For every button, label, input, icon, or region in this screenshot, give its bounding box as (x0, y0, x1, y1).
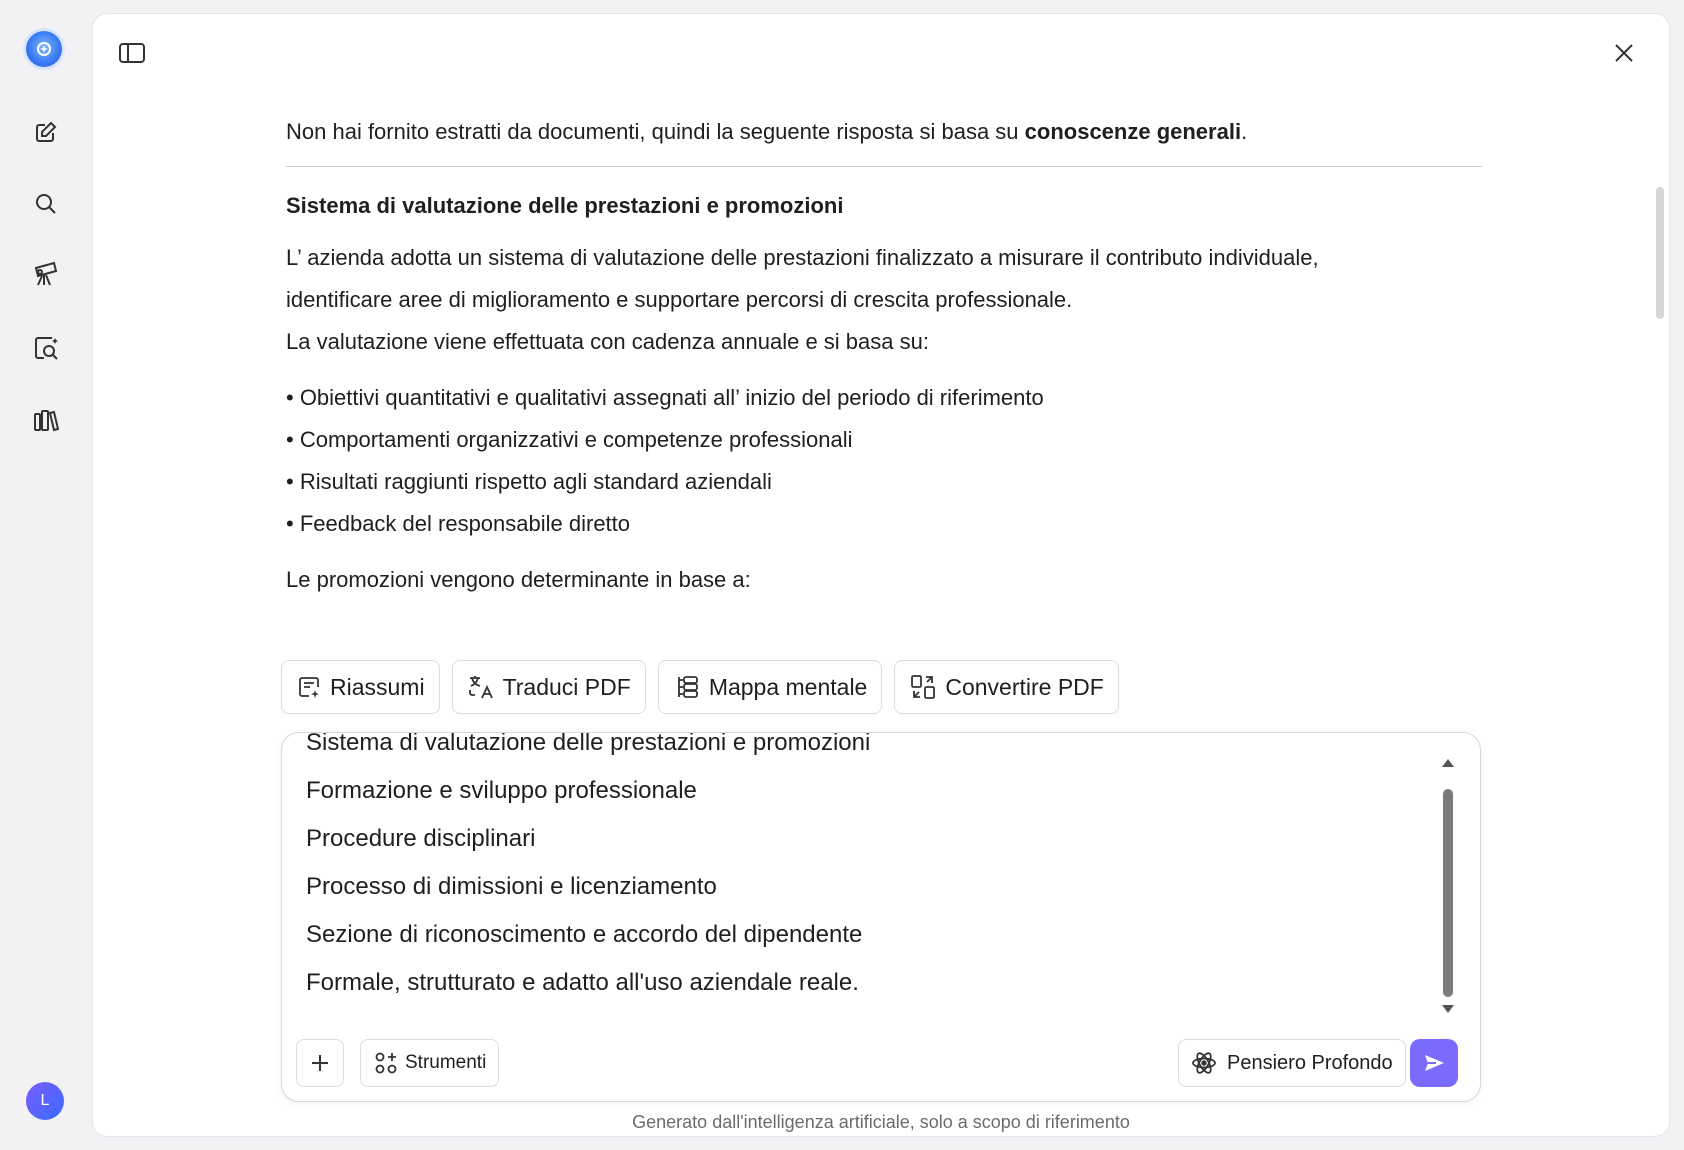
translate-icon (467, 673, 495, 701)
mind-map-button[interactable] (658, 660, 883, 714)
new-chat-icon[interactable] (30, 116, 62, 148)
response-paragraph (286, 237, 1482, 363)
composer-line: Formale, strutturato e adatto all'uso aziendale reale. (306, 969, 859, 996)
composer-line: Processo di dimissioni e licenziamento (306, 873, 717, 900)
convert-pdf-button[interactable] (894, 660, 1118, 714)
intro-bold: conoscenze generali (1024, 119, 1242, 144)
convert-icon (909, 673, 937, 701)
composer-line: Sezione di riconoscimento e accordo del dipendente (306, 921, 863, 948)
after-bullets-text: Le promozioni vengono determinante in base a: (286, 567, 751, 592)
tools-icon (373, 1050, 399, 1076)
library-icon[interactable] (30, 404, 62, 436)
list-item: • Feedback del responsabile diretto (286, 511, 631, 536)
left-rail (0, 0, 92, 1150)
paragraph-line: identificare aree di miglioramento e supportare percorsi di crescita professionale. (286, 287, 1073, 312)
convert-pdf-label: Convertire PDF (945, 673, 1104, 700)
composer-scrollbar-thumb[interactable] (1443, 789, 1453, 997)
composer-line: Sistema di valutazione delle prestazioni e promozioni (306, 733, 871, 756)
bullet-list (286, 377, 1482, 545)
toggle-sidebar-icon[interactable] (117, 38, 147, 68)
app-logo[interactable] (26, 31, 62, 67)
composer-line: Formazione e sviluppo professionale (306, 777, 697, 804)
message-composer[interactable] (281, 732, 1481, 1102)
list-item: • Obiettivi quantitativi e qualitativi assegnati all’ inizio del periodo di riferimento (286, 385, 1044, 410)
send-button[interactable] (1410, 1039, 1458, 1087)
mind-map-icon (673, 673, 701, 701)
list-item: • Comportamenti organizzativi e competenze professionali (286, 427, 853, 452)
tools-button[interactable] (360, 1039, 499, 1087)
presentation-icon[interactable] (30, 258, 62, 290)
response-scrollbar[interactable] (1656, 187, 1664, 319)
divider (286, 166, 1482, 167)
add-attachment-button[interactable] (296, 1039, 344, 1087)
scroll-up-arrow-icon[interactable] (1442, 759, 1454, 767)
composer-line: Procedure disciplinari (306, 825, 536, 852)
section-title: Sistema di valutazione delle prestazioni e promozioni (286, 193, 844, 218)
ai-disclaimer: Generato dall'intelligenza artificiale, solo a scopo di riferimento (632, 1112, 1130, 1132)
main-panel (93, 14, 1669, 1136)
quick-actions (281, 660, 1119, 714)
mind-map-label: Mappa mentale (708, 673, 868, 700)
close-icon[interactable] (1609, 38, 1639, 68)
paragraph-line: L’ azienda adotta un sistema di valutazione delle prestazioni finalizzato a misurare il contributo individuale, (286, 245, 1319, 270)
intro-suffix: . (1241, 119, 1248, 144)
response-content (286, 114, 1482, 601)
deep-think-label: Pensiero Profondo (1227, 1051, 1393, 1074)
tools-label: Strumenti (405, 1052, 487, 1073)
translate-pdf-label: Traduci PDF (502, 673, 631, 700)
response-intro (286, 114, 1482, 150)
composer-textarea[interactable] (306, 733, 1426, 1015)
send-icon (1422, 1051, 1446, 1075)
atom-icon (1191, 1050, 1217, 1076)
deep-think-button[interactable] (1178, 1039, 1406, 1087)
intro-text: Non hai fornito estratti da documenti, quindi la seguente risposta si basa su (286, 119, 1025, 144)
list-item: • Risultati raggiunti rispetto agli standard aziendali (286, 469, 772, 494)
paragraph-line: La valutazione viene effettuata con cadenza annuale e si basa su: (286, 329, 929, 354)
summarize-button[interactable] (281, 660, 440, 714)
translate-pdf-button[interactable] (452, 660, 646, 714)
avatar[interactable]: L (26, 1082, 64, 1120)
plus-icon (309, 1052, 331, 1074)
document-search-icon[interactable] (30, 332, 62, 364)
summarize-label: Riassumi (330, 673, 425, 700)
search-icon[interactable] (30, 188, 62, 220)
summarize-icon (296, 674, 322, 700)
scroll-down-arrow-icon[interactable] (1442, 1005, 1454, 1013)
